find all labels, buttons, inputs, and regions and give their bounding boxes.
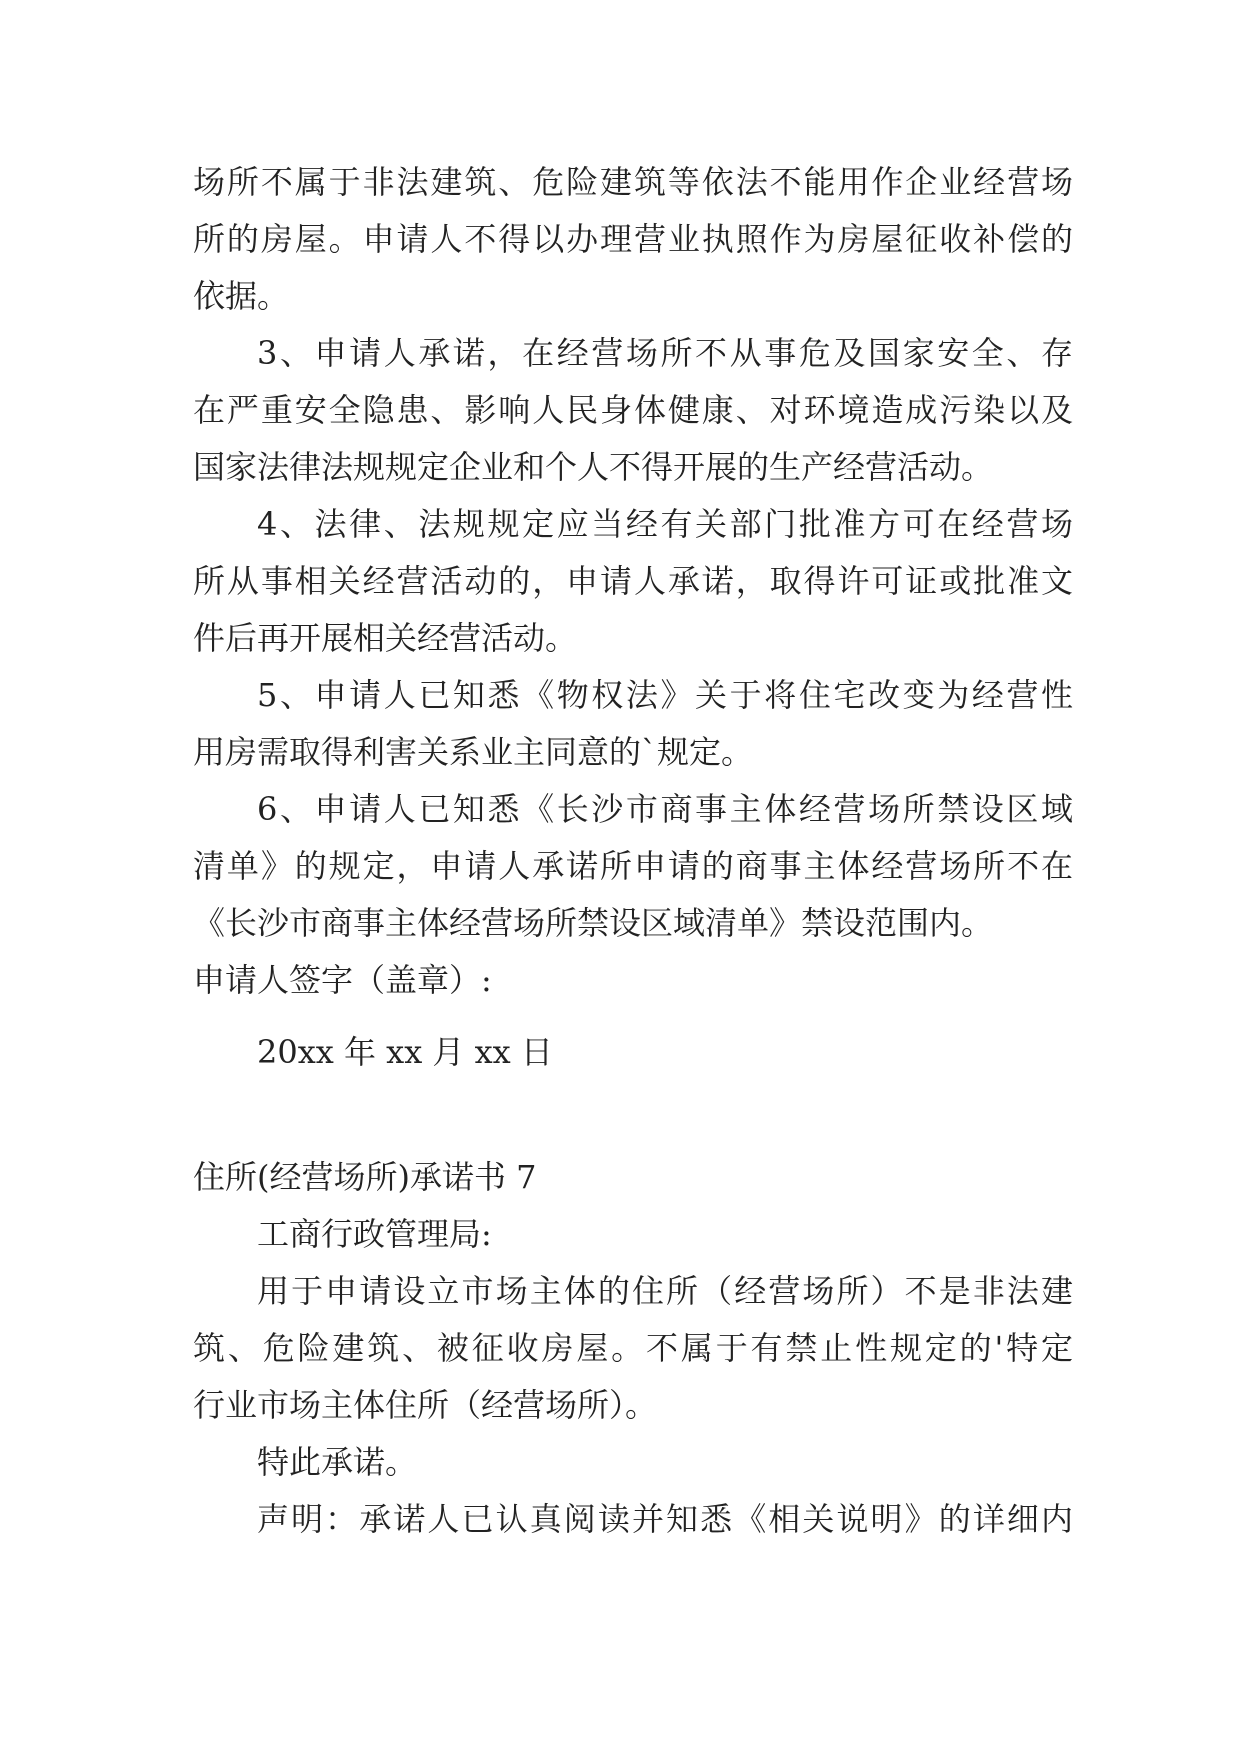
paragraph-line: 5、申请人已知悉《物权法》关于将住宅改变为经营性 — [257, 676, 1073, 714]
paragraph-line: 依据。 — [193, 277, 290, 315]
paragraph-line: 筑、危险建筑、被征收房屋。不属于有禁止性规定的'特定 — [193, 1329, 1073, 1367]
section-title: 住所(经营场所)承诺书 7 — [193, 1158, 537, 1196]
addressee: 工商行政管理局: — [257, 1215, 492, 1253]
statement-line: 声明：承诺人已认真阅读并知悉《相关说明》的详细内 — [257, 1500, 1073, 1538]
paragraph-line: 6、申请人已知悉《长沙市商事主体经营场所禁设区域 — [257, 790, 1073, 828]
paragraph-line: 3、申请人承诺，在经营场所不从事危及国家安全、存 — [257, 334, 1073, 372]
paragraph-line: 件后再开展相关经营活动。 — [193, 619, 578, 657]
paragraph-line: 国家法律法规规定企业和个人不得开展的生产经营活动。 — [193, 448, 994, 486]
paragraph-line: 行业市场主体住所（经营场所）。 — [193, 1386, 658, 1424]
paragraph-line: 《长沙市商事主体经营场所禁设区域清单》禁设范围内。 — [193, 904, 994, 942]
closing-line: 特此承诺。 — [257, 1443, 418, 1481]
paragraph-line: 场所不属于非法建筑、危险建筑等依法不能用作企业经营场 — [193, 163, 1073, 201]
date-line: 20xx 年 xx 月 xx 日 — [257, 1033, 553, 1071]
paragraph-line: 在严重安全隐患、影响人民身体健康、对环境造成污染以及 — [193, 391, 1073, 429]
paragraph-line: 4、法律、法规规定应当经有关部门批准方可在经营场 — [257, 505, 1073, 543]
paragraph-line: 所的房屋。申请人不得以办理营业执照作为房屋征收补偿的 — [193, 220, 1073, 258]
paragraph-line: 用于申请设立市场主体的住所（经营场所）不是非法建 — [257, 1272, 1073, 1310]
paragraph-line: 用房需取得利害关系业主同意的`规定。 — [193, 733, 754, 771]
signature-line: 申请人签字（盖章）: — [193, 961, 492, 999]
paragraph-line: 清单》的规定，申请人承诺所申请的商事主体经营场所不在 — [193, 847, 1073, 885]
paragraph-line: 所从事相关经营活动的，申请人承诺，取得许可证或批准文 — [193, 562, 1073, 600]
